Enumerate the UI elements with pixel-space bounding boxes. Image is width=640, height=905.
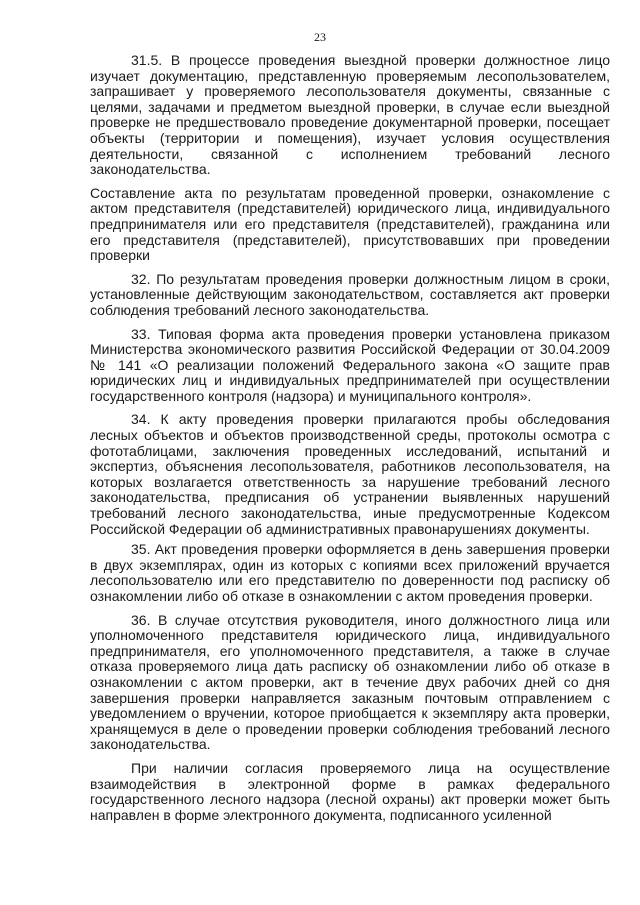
paragraph-32: 32. По результатам проведения проверки должностным лицом в сроки, установленные действующим законодательством, составляется акт проверки соблюдения требований лесного законодательства. bbox=[90, 270, 610, 318]
paragraph-33: 33. Типовая форма акта проведения проверки установлена приказом Министерства экономического развития Российской Федерации от 30.04.2009 № 141 «О реализации положений Федерального закона «О защите прав юридических лиц и индивидуальных предпринимателей при осуществлении государственного контроля (надзора) и муниципального контроля». bbox=[90, 325, 610, 404]
page-number: 23 bbox=[314, 30, 326, 44]
paragraph-36: 36. В случае отсутствия руководителя, иного должностного лица или уполномоченного представителя юридического лица, индивидуального предпринимателя, его уполномоченного представителя, а также в случае отказа проверяемого лица дать расписку об ознакомлении либо об отказе в ознакомлении с актом проверки, акт в течение двух рабочих дней со дня завершения проверки направляется заказным почтовым отправлением с уведомлением о вручении, которое приобщается к экземпляру акта проверки, хранящемуся в деле о проведении проверки соблюдения требований лесного законодательства. bbox=[90, 611, 610, 753]
paragraph-35: 35. Акт проведения проверки оформляется в день завершения проверки в двух экземплярах, один из которых с копиями всех приложений вручается лесопользователю или его представителю по доверенности под расписку об ознакомлении либо об отказе в ознакомлении с актом проведения проверки. bbox=[90, 541, 610, 604]
paragraph-34: 34. К акту проведения проверки прилагаются пробы обследования лесных объектов и объектов производственной среды, протоколы осмотра с фототаблицами, заключения проведенных исследований, испытаний и экспертиз, объяснения лесопользователя, работников лесопользователя, на которых возлагается ответственность за нарушение требований лесного законодательства, предписания об устранении выявленных нарушений требований лесного законодательства, иные предусмотренные Кодексом Российской Федерации об административных правонарушениях документы. bbox=[90, 411, 610, 537]
paragraph-31-5: 31.5. В процессе проведения выездной проверки должностное лицо изучает документацию, представленную проверяемым лесопользователем, запрашивает у проверяемого лесопользователя документы, связанные с целями, задачами и предметом выездной проверки, в случае если выездной проверке не предшествовало проведение документарной проверки, посещает объекты (территории и помещения), изучает условия осуществления деятельности, связанной с исполнением требований лесного законодательства. bbox=[90, 52, 610, 178]
document-body bbox=[90, 53, 610, 831]
section-heading: Составление акта по результатам проведенной проверки, ознакомление с актом представителя (представителей) юридического лица, индивидуального предпринимателя или его представителя (представителей), гражданина или его представителя (представителей), присутствовавших при проведении проверки bbox=[90, 184, 610, 264]
paragraph-36-continued: При наличии согласия проверяемого лица на осуществление взаимодействия в электронной форме в рамках федерального государственного лесного надзора (лесной охраны) акт проверки может быть направлен в форме электронного документа, подписанного усиленной bbox=[90, 759, 610, 823]
